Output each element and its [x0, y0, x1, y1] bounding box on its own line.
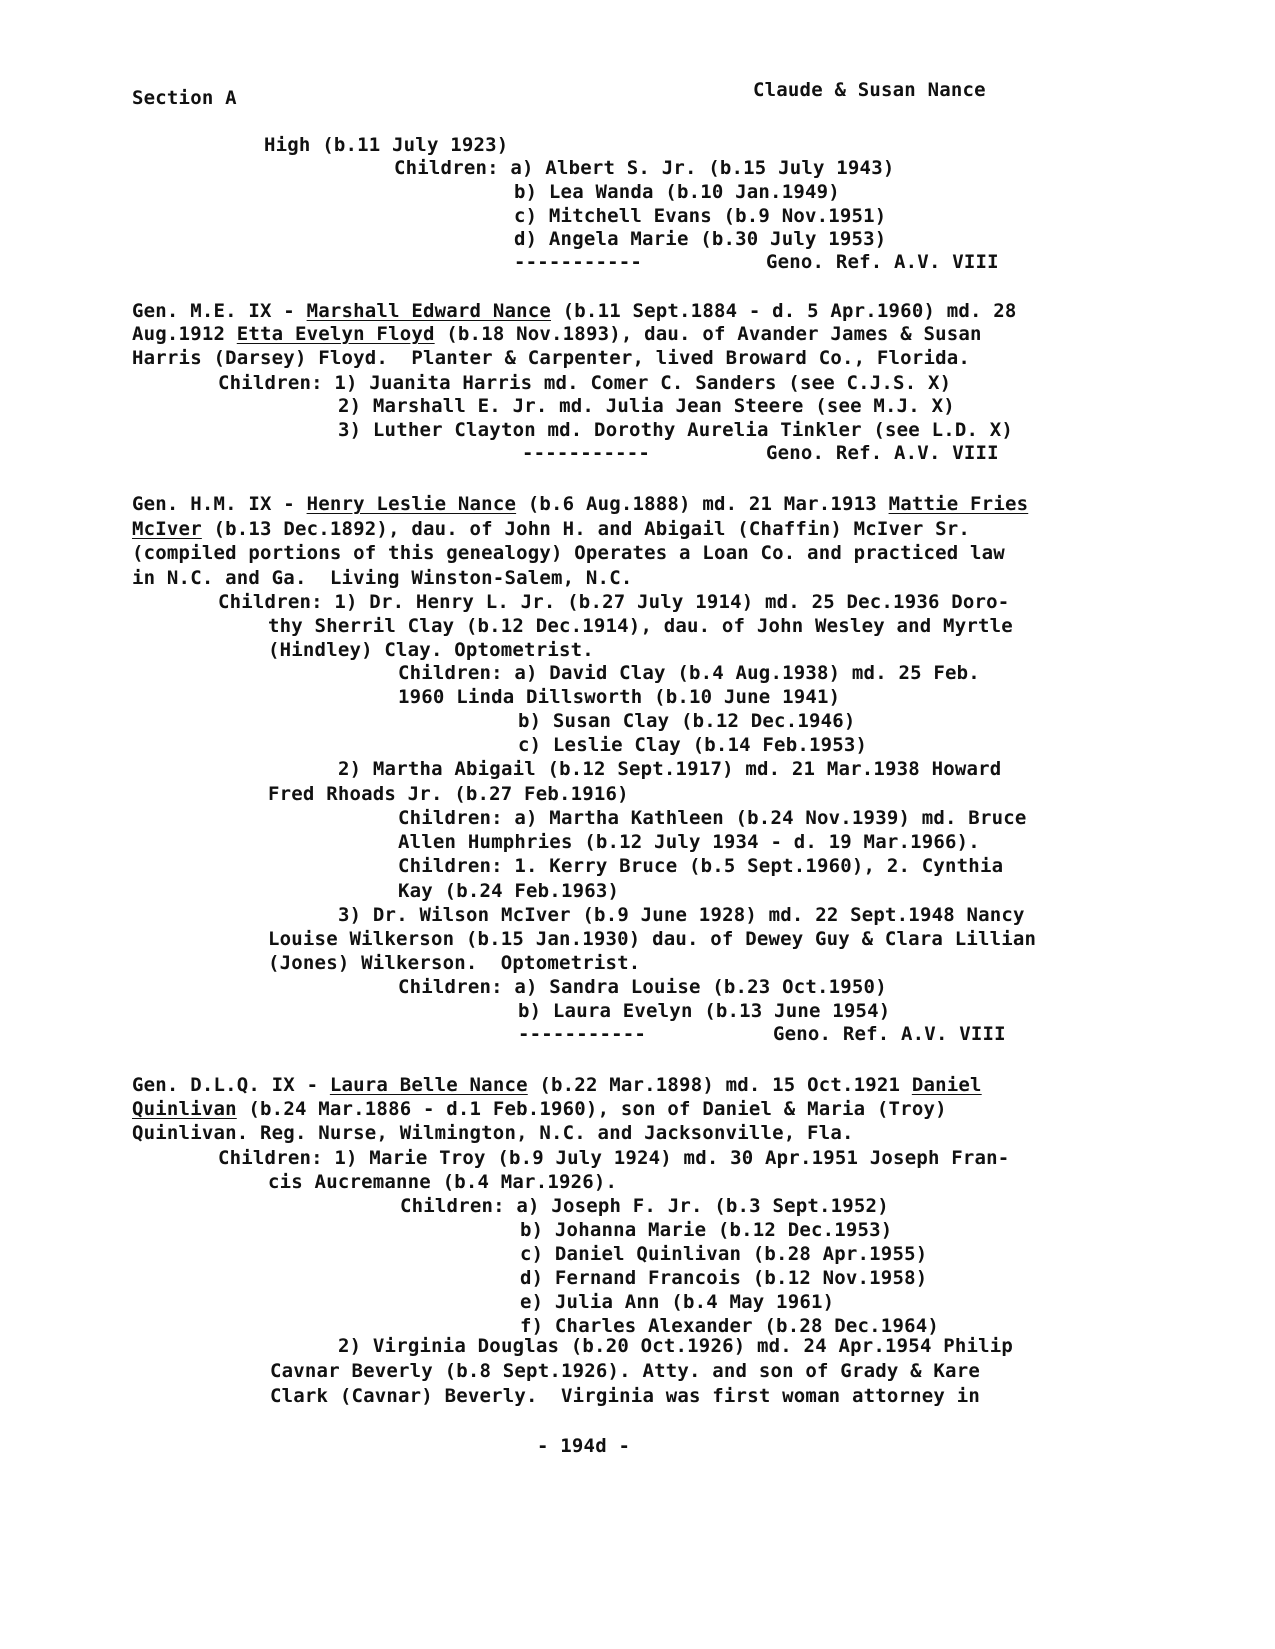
- text-span: (b.13 Dec.1892), dau. of John H. and Abigail (Chaffin) McIver Sr.: [201, 518, 971, 540]
- text-line: e) Julia Ann (b.4 May 1961): [520, 1291, 835, 1313]
- text-line: Children: a) Sandra Louise (b.23 Oct.1950): [398, 976, 887, 998]
- text-line: 2) Virginia Douglas (b.20 Oct.1926) md. 24 Apr.1954 Philip: [338, 1335, 1014, 1357]
- text-line: Kay (b.24 Feb.1963): [398, 880, 620, 902]
- generation-heading: [132, 1073, 982, 1097]
- heading-text: (b.6 Aug.1888) md. 21 Mar.1913: [516, 493, 889, 515]
- text-line: Children: 1) Juanita Harris md. Comer C. Sanders (see C.J.S. X): [218, 372, 952, 394]
- spouse-name: Etta Evelyn Floyd: [236, 323, 435, 345]
- separator-dashes: -----------: [514, 251, 643, 273]
- text-line: Cavnar Beverly (b.8 Sept.1926). Atty. and son of Grady & Kare: [270, 1360, 980, 1382]
- text-line: Harris (Darsey) Floyd. Planter & Carpenter, lived Broward Co., Florida.: [132, 347, 971, 369]
- text-line: 3) Dr. Wilson McIver (b.9 June 1928) md. 22 Sept.1948 Nancy: [338, 904, 1025, 926]
- person-name: Marshall Edward Nance: [306, 300, 552, 322]
- section-label: Section A: [132, 87, 237, 109]
- text-line: (compiled portions of this genealogy) Operates a Loan Co. and practiced law: [132, 542, 1005, 564]
- text-line: c) Daniel Quinlivan (b.28 Apr.1955): [520, 1243, 928, 1265]
- spouse-name: McIver: [132, 518, 202, 540]
- text-line: cis Aucremanne (b.4 Mar.1926).: [268, 1171, 618, 1193]
- text-line: High (b.11 July 1923): [264, 134, 509, 156]
- text-line: [132, 322, 982, 346]
- text-line: d) Angela Marie (b.30 July 1953): [514, 228, 887, 250]
- generation-heading: [132, 299, 1017, 323]
- text-line: Children: 1) Marie Troy (b.9 July 1924) md. 30 Apr.1951 Joseph Fran-: [218, 1147, 1010, 1169]
- text-line: Fred Rhoads Jr. (b.27 Feb.1916): [268, 783, 629, 805]
- genealogy-reference: Geno. Ref. A.V. VIII: [766, 442, 999, 464]
- text-line: b) Laura Evelyn (b.13 June 1954): [518, 1000, 891, 1022]
- text-line: Children: a) David Clay (b.4 Aug.1938) md. 25 Feb.: [398, 662, 980, 684]
- spouse-name: Daniel: [911, 1074, 982, 1096]
- spouse-name: Quinlivan: [132, 1098, 237, 1120]
- text-line: Clark (Cavnar) Beverly. Virginia was first woman attorney in: [270, 1385, 980, 1407]
- text-line: Allen Humphries (b.12 July 1934 - d. 19 Mar.1966).: [398, 831, 980, 853]
- heading-prefix: Gen. H.M. IX -: [132, 493, 307, 515]
- person-name: Henry Leslie Nance: [306, 493, 517, 515]
- text-line: Children: a) Martha Kathleen (b.24 Nov.1939) md. Bruce: [398, 807, 1027, 829]
- text-line: 3) Luther Clayton md. Dorothy Aurelia Tinkler (see L.D. X): [338, 419, 1014, 441]
- text-line: Children: 1. Kerry Bruce (b.5 Sept.1960), 2. Cynthia: [398, 855, 1004, 877]
- text-line: Children: a) Joseph F. Jr. (b.3 Sept.1952): [400, 1195, 889, 1217]
- separator-dashes: -----------: [522, 442, 651, 464]
- heading-text: (b.22 Mar.1898) md. 15 Oct.1921: [527, 1074, 912, 1096]
- text-line: Louise Wilkerson (b.15 Jan.1930) dau. of Dewey Guy & Clara Lillian: [268, 928, 1037, 950]
- person-name: Laura Belle Nance: [329, 1074, 528, 1096]
- genealogy-reference: Geno. Ref. A.V. VIII: [766, 251, 999, 273]
- page-header-title: Claude & Susan Nance: [753, 79, 986, 101]
- heading-prefix: Gen. M.E. IX -: [132, 300, 307, 322]
- separator-dashes: -----------: [518, 1023, 647, 1045]
- text-line: f) Charles Alexander (b.28 Dec.1964): [520, 1315, 940, 1337]
- text-span: Aug.1912: [132, 323, 237, 345]
- text-line: Children: 1) Dr. Henry L. Jr. (b.27 July 1914) md. 25 Dec.1936 Doro-: [218, 591, 1010, 613]
- text-line: [132, 517, 970, 541]
- text-line: 2) Marshall E. Jr. md. Julia Jean Steere (see M.J. X): [338, 395, 955, 417]
- text-line: b) Lea Wanda (b.10 Jan.1949): [514, 181, 840, 203]
- text-line: 2) Martha Abigail (b.12 Sept.1917) md. 21 Mar.1938 Howard: [338, 758, 1002, 780]
- heading-prefix: Gen. D.L.Q. IX -: [132, 1074, 330, 1096]
- text-line: [132, 1097, 947, 1121]
- text-line: (Hindley) Clay. Optometrist.: [268, 639, 594, 661]
- text-line: (Jones) Wilkerson. Optometrist.: [268, 952, 641, 974]
- text-line: d) Fernand Francois (b.12 Nov.1958): [520, 1267, 928, 1289]
- text-line: c) Mitchell Evans (b.9 Nov.1951): [514, 205, 887, 227]
- generation-heading: [132, 492, 1028, 516]
- text-line: Quinlivan. Reg. Nurse, Wilmington, N.C. and Jacksonville, Fla.: [132, 1122, 854, 1144]
- text-line: thy Sherril Clay (b.12 Dec.1914), dau. of John Wesley and Myrtle: [268, 615, 1013, 637]
- heading-text: (b.11 Sept.1884 - d. 5 Apr.1960) md. 28: [551, 300, 1017, 322]
- text-line: Children: a) Albert S. Jr. (b.15 July 1943): [394, 157, 895, 179]
- text-line: c) Leslie Clay (b.14 Feb.1953): [518, 734, 868, 756]
- text-span: (b.18 Nov.1893), dau. of Avander James & Susan: [434, 323, 982, 345]
- text-line: b) Johanna Marie (b.12 Dec.1953): [520, 1219, 893, 1241]
- text-line: b) Susan Clay (b.12 Dec.1946): [518, 710, 856, 732]
- spouse-name: Mattie Fries: [888, 493, 1029, 515]
- text-line: 1960 Linda Dillsworth (b.10 June 1941): [398, 686, 841, 708]
- page-number: - 194d -: [537, 1435, 631, 1457]
- text-span: (b.24 Mar.1886 - d.1 Feb.1960), son of Daniel & Maria (Troy): [236, 1098, 947, 1120]
- text-line: in N.C. and Ga. Living Winston-Salem, N.C.: [132, 567, 633, 589]
- genealogy-reference: Geno. Ref. A.V. VIII: [773, 1023, 1006, 1045]
